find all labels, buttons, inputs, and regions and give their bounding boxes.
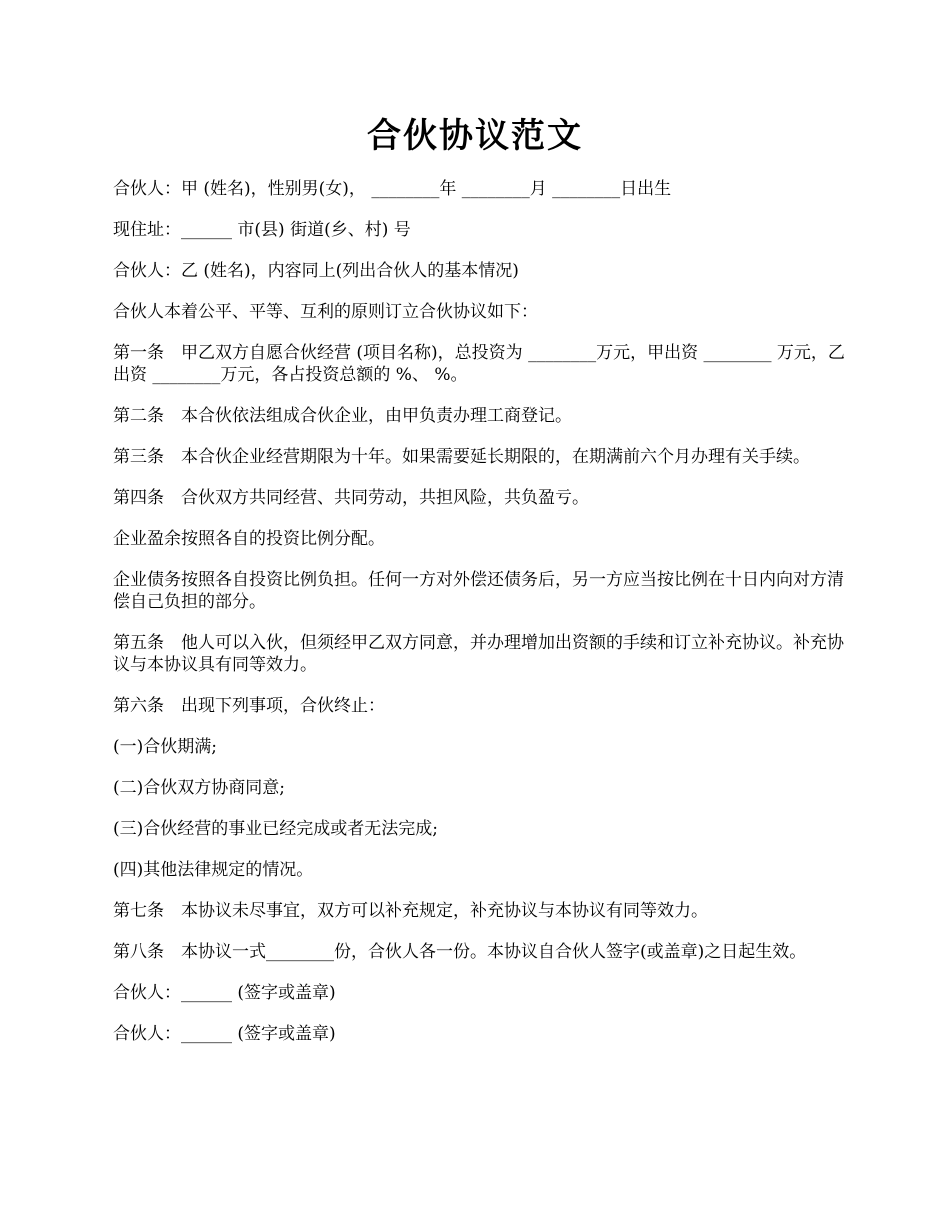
document-body <box>113 178 848 1064</box>
article-6: 第六条 出现下列事项，合伙终止： <box>113 696 385 716</box>
article-7: 第七条 本协议未尽事宜，双方可以补充规定，补充协议与本协议有同等效力。 <box>113 901 708 921</box>
termination-item-4: (四)其他法律规定的情况。 <box>113 860 314 880</box>
partner-b-info: 合伙人：乙 (姓名)，内容同上(列出合伙人的基本情况) <box>113 261 519 281</box>
article-1: 第一条 甲乙双方自愿合伙经营 (项目名称)，总投资为 ________万元，甲出资 ________ 万元，乙出资 ________万元，各占投资总额的 %、 %。 <box>113 343 845 385</box>
termination-item-1: (一)合伙期满; <box>113 737 217 757</box>
article-4: 第四条 合伙双方共同经营、共同劳动，共担风险，共负盈亏。 <box>113 488 589 508</box>
partner-a-info: 合伙人：甲 (姓名)，性别男(女)， ________年 ________月 ________日出生 <box>113 179 672 199</box>
address-line: 现住址：______ 市(县) 街道(乡、村) 号 <box>113 220 411 240</box>
article-3: 第三条 本合伙企业经营期限为十年。如果需要延长期限的，在期满前六个月办理有关手续。 <box>113 447 810 467</box>
preamble: 合伙人本着公平、平等、互利的原则订立合伙协议如下： <box>113 302 538 322</box>
profit-distribution: 企业盈余按照各自的投资比例分配。 <box>113 529 385 549</box>
termination-item-2: (二)合伙双方协商同意; <box>113 778 285 798</box>
article-8: 第八条 本协议一式________份，合伙人各一份。本协议自合伙人签字(或盖章)之日起生效。 <box>113 942 807 962</box>
termination-item-3: (三)合伙经营的事业已经完成或者无法完成; <box>113 819 438 839</box>
signature-line-2: 合伙人：______ (签字或盖章) <box>113 1024 336 1044</box>
document-title: 合伙协议范文 <box>367 116 583 156</box>
debt-liability: 企业债务按照各自投资比例负担。任何一方对外偿还债务后，另一方应当按比例在十日内向对方清偿自己负担的部分。 <box>113 570 844 612</box>
article-2: 第二条 本合伙依法组成合伙企业，由甲负责办理工商登记。 <box>113 406 572 426</box>
signature-line-1: 合伙人：______ (签字或盖章) <box>113 983 336 1003</box>
article-5: 第五条 他人可以入伙，但须经甲乙双方同意，并办理增加出资额的手续和订立补充协议。补充协议与本协议具有同等效力。 <box>113 633 844 675</box>
